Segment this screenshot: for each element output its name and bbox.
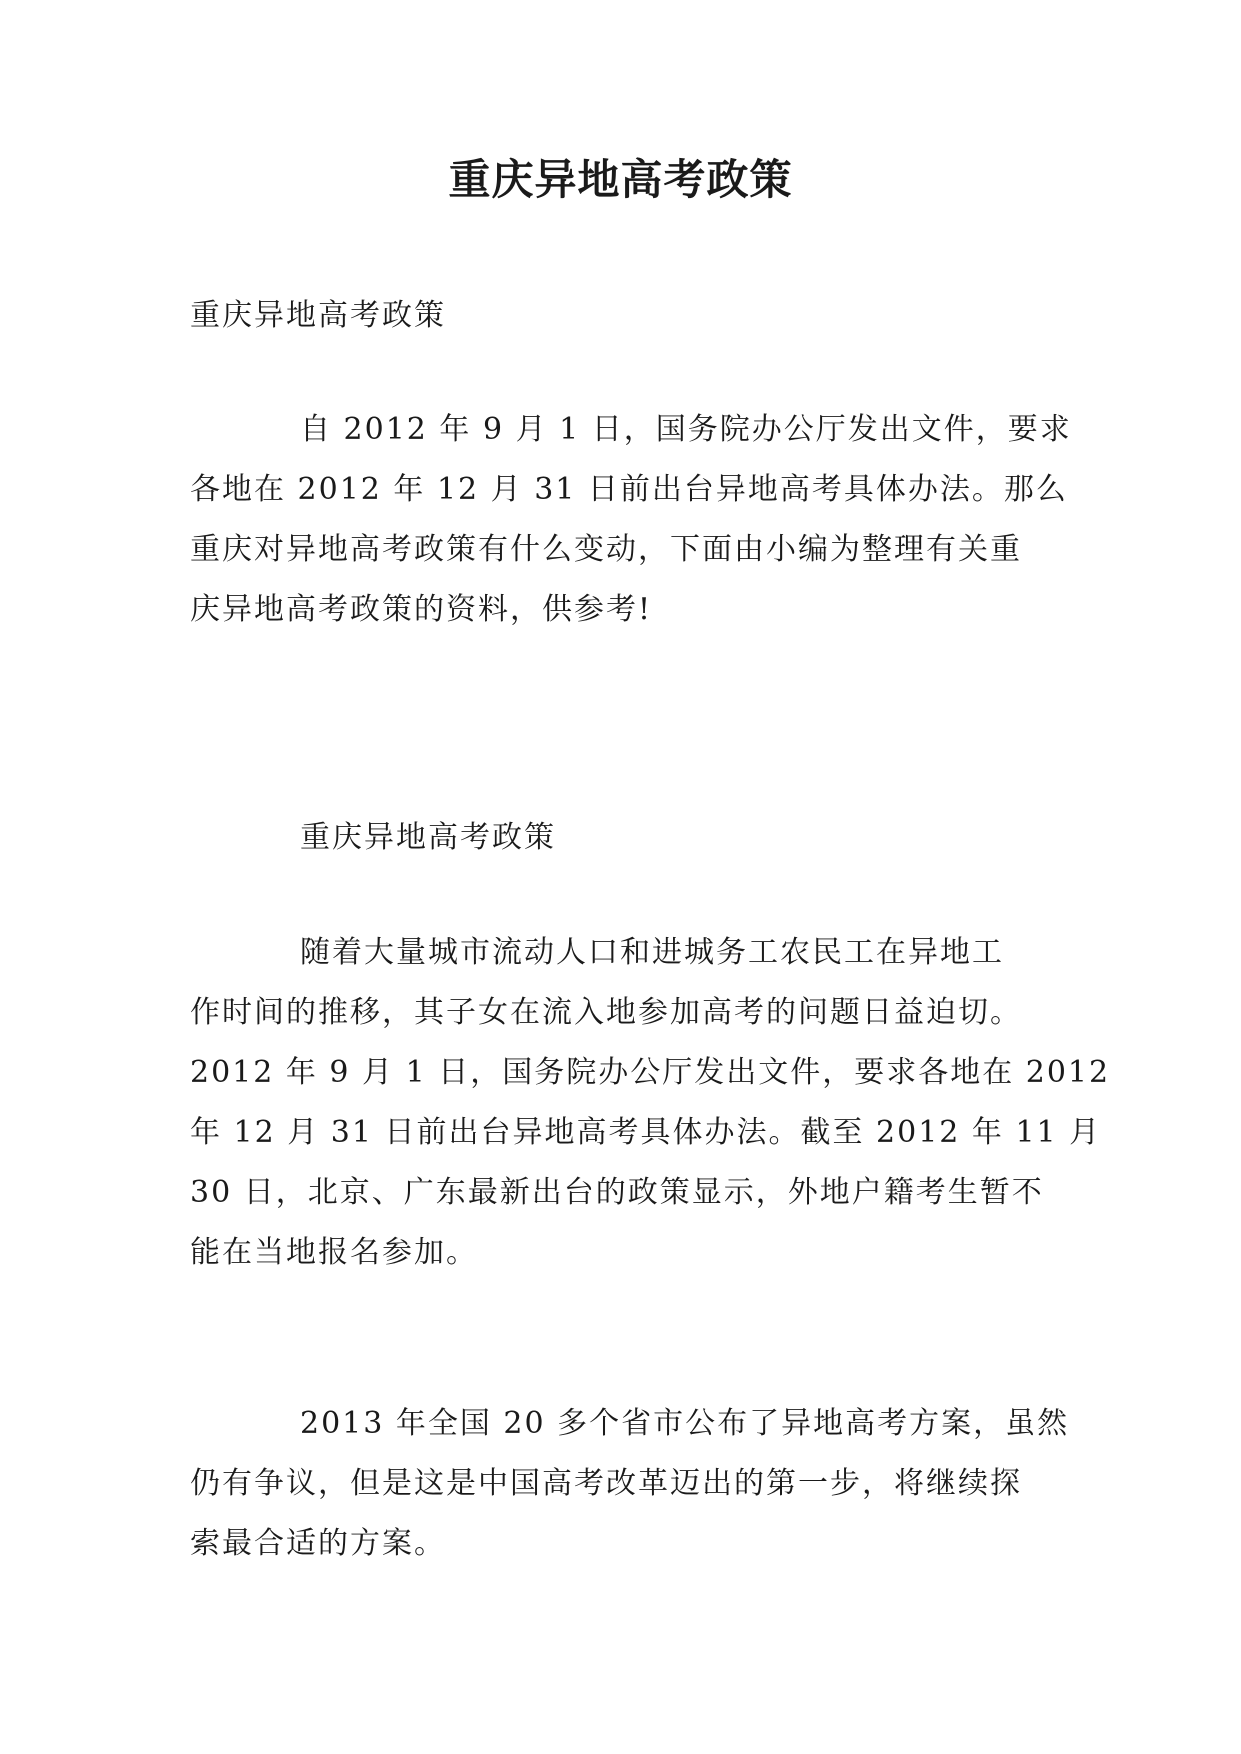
paragraph-line: 重庆对异地高考政策有什么变动，下面由小编为整理有关重 xyxy=(190,532,1022,567)
paragraph-line: 2012 年 9 月 1 日，国务院办公厅发出文件，要求各地在 2012 xyxy=(190,1055,1111,1090)
paragraph-line: 随着大量城市流动人口和进城务工农民工在异地工 xyxy=(300,935,1004,970)
paragraph-line: 自 2012 年 9 月 1 日，国务院办公厅发出文件，要求 xyxy=(300,412,1072,447)
paragraph-line: 能在当地报名参加。 xyxy=(190,1235,478,1270)
paragraph-line: 庆异地高考政策的资料，供参考! xyxy=(190,592,653,627)
section-heading: 重庆异地高考政策 xyxy=(190,298,446,333)
paragraph-line: 2013 年全国 20 多个省市公布了异地高考方案，虽然 xyxy=(300,1406,1070,1441)
paragraph-line: 作时间的推移，其子女在流入地参加高考的问题日益迫切。 xyxy=(190,995,1022,1030)
paragraph-line: 各地在 2012 年 12 月 31 日前出台异地高考具体办法。那么 xyxy=(190,472,1068,507)
paragraph-line: 仍有争议，但是这是中国高考改革迈出的第一步，将继续探 xyxy=(190,1466,1022,1501)
section-heading: 重庆异地高考政策 xyxy=(300,820,556,855)
paragraph-line: 年 12 月 31 日前出台异地高考具体办法。截至 2012 年 11 月 xyxy=(190,1115,1102,1150)
paragraph-line: 30 日，北京、广东最新出台的政策显示，外地户籍考生暂不 xyxy=(190,1175,1044,1210)
paragraph-line: 索最合适的方案。 xyxy=(190,1526,446,1561)
document-title: 重庆异地高考政策 xyxy=(448,155,793,204)
